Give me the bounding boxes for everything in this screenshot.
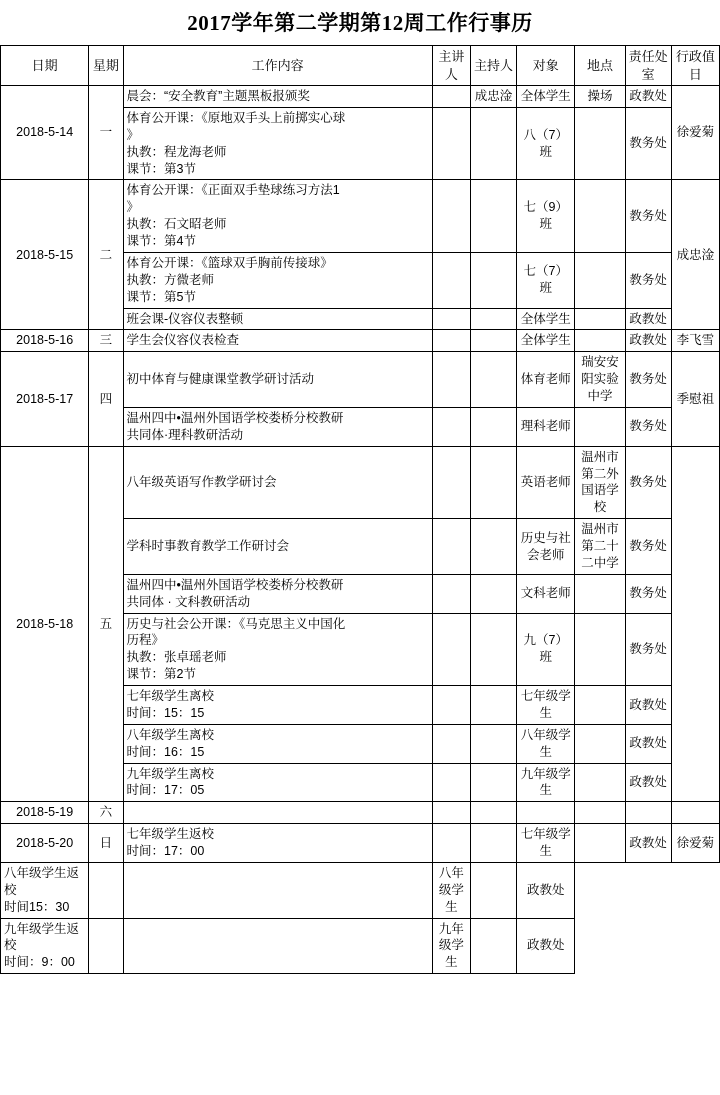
cell-department: 教务处 [625, 574, 671, 613]
cell-target: 九年级学生 [517, 763, 575, 802]
column-header-department: 责任处室 [625, 46, 671, 86]
column-header-content: 工作内容 [123, 46, 432, 86]
cell-target: 文科老师 [517, 574, 575, 613]
cell-target: 八年级学生 [432, 862, 470, 918]
cell-speaker [432, 308, 470, 330]
cell-work-content [123, 724, 432, 763]
table-row [1, 446, 720, 519]
cell-speaker [432, 252, 470, 308]
cell-target: 七年级学生 [517, 686, 575, 725]
cell-department: 政教处 [625, 763, 671, 802]
cell-target: 七年级学生 [517, 824, 575, 863]
cell-speaker [432, 824, 470, 863]
cell-place [470, 918, 516, 974]
cell-work-content [123, 802, 432, 824]
content-line: 学科时事教育教学工作研讨会 [126, 539, 290, 554]
cell-date: 2018-5-17 [1, 352, 89, 446]
table-header [1, 46, 720, 86]
cell-work-content [123, 574, 432, 613]
column-header-date: 日期 [1, 46, 89, 86]
column-header-duty: 行政值日 [671, 46, 719, 86]
content-line: 》 [126, 127, 140, 142]
table-row [1, 352, 720, 408]
page-title: 2017学年第二学期第12周工作行事历 [187, 11, 533, 35]
cell-place [575, 180, 625, 253]
cell-work-content [123, 446, 432, 519]
cell-host [470, 519, 516, 575]
cell-duty-officer: 季慰祖 [671, 352, 719, 446]
cell-target: 全体学生 [517, 86, 575, 108]
cell-speaker [432, 446, 470, 519]
content-line: 时间15：30 [4, 899, 70, 914]
cell-duty-officer [671, 802, 719, 824]
cell-place [575, 724, 625, 763]
column-header-week: 星期 [89, 46, 123, 86]
cell-work-content [123, 686, 432, 725]
cell-work-content [123, 308, 432, 330]
cell-place [575, 330, 625, 352]
cell-target: 历史与社会老师 [517, 519, 575, 575]
table-row [1, 802, 720, 824]
cell-weekday: 二 [89, 180, 123, 330]
cell-target: 理科老师 [517, 407, 575, 446]
cell-host [123, 862, 432, 918]
cell-date: 2018-5-20 [1, 824, 89, 863]
cell-work-content [123, 180, 432, 253]
content-line: 课节：第2节 [126, 667, 196, 682]
cell-department: 教务处 [625, 407, 671, 446]
cell-host [470, 763, 516, 802]
cell-department [625, 802, 671, 824]
cell-place: 瑞安安阳实验中学 [575, 352, 625, 408]
content-line: 执教：方微老师 [126, 272, 215, 287]
cell-date: 2018-5-14 [1, 86, 89, 180]
content-line: 时间：9：00 [4, 955, 75, 970]
cell-host [470, 180, 516, 253]
content-line: 共同体·理科教研活动 [126, 427, 244, 442]
cell-date: 2018-5-15 [1, 180, 89, 330]
cell-work-content [123, 407, 432, 446]
content-line: 时间：16：15 [126, 744, 205, 759]
cell-target: 全体学生 [517, 330, 575, 352]
cell-host [470, 724, 516, 763]
cell-speaker [432, 352, 470, 408]
table-row [1, 862, 720, 918]
cell-host [470, 613, 516, 686]
cell-department: 教务处 [625, 519, 671, 575]
table-row [1, 918, 720, 974]
cell-work-content [123, 613, 432, 686]
cell-place [575, 824, 625, 863]
cell-target: 全体学生 [517, 308, 575, 330]
cell-date: 2018-5-19 [1, 802, 89, 824]
cell-work-content [123, 252, 432, 308]
cell-department: 政教处 [625, 686, 671, 725]
cell-host [123, 918, 432, 974]
cell-target: 七（9）班 [517, 180, 575, 253]
content-line: 初中体育与健康课堂教学研讨活动 [126, 372, 315, 387]
cell-department: 政教处 [625, 824, 671, 863]
cell-speaker [432, 330, 470, 352]
cell-speaker [432, 180, 470, 253]
cell-date: 2018-5-18 [1, 446, 89, 802]
cell-speaker [89, 918, 123, 974]
content-line: 时间：15：15 [126, 705, 205, 720]
column-header-place: 地点 [575, 46, 625, 86]
content-line: 温州四中•温州外国语学校娄桥分校教研 [126, 577, 344, 592]
cell-host [470, 252, 516, 308]
cell-place [575, 252, 625, 308]
table-row [1, 86, 720, 108]
column-header-target: 对象 [517, 46, 575, 86]
table-body [1, 86, 720, 974]
work-calendar-table [0, 45, 720, 974]
cell-department: 教务处 [625, 446, 671, 519]
content-line: 体育公开课：《原地双手头上前掷实心球 [126, 110, 346, 125]
cell-host [470, 308, 516, 330]
content-line: 时间：17：00 [126, 844, 205, 859]
table-row [1, 180, 720, 253]
cell-weekday: 四 [89, 352, 123, 446]
content-line: 执教：张卓瑶老师 [126, 650, 227, 665]
cell-weekday: 六 [89, 802, 123, 824]
cell-weekday: 三 [89, 330, 123, 352]
content-line: 历史与社会公开课：《马克思主义中国化 [126, 616, 346, 631]
cell-speaker [432, 802, 470, 824]
cell-department: 教务处 [625, 352, 671, 408]
cell-work-content [123, 86, 432, 108]
cell-department: 教务处 [625, 252, 671, 308]
cell-target: 英语老师 [517, 446, 575, 519]
cell-place [575, 763, 625, 802]
cell-place [575, 613, 625, 686]
cell-speaker [432, 407, 470, 446]
cell-speaker [432, 724, 470, 763]
cell-target: 八年级学生 [517, 724, 575, 763]
content-line: 执教：程龙海老师 [126, 144, 227, 159]
cell-place [575, 107, 625, 180]
cell-place [575, 802, 625, 824]
cell-host [470, 802, 516, 824]
cell-duty-officer: 李飞雪 [671, 330, 719, 352]
content-line: 九年级学生返校 [4, 921, 80, 953]
content-line: 温州四中•温州外国语学校娄桥分校教研 [126, 410, 344, 425]
cell-place: 温州市第二外国语学校 [575, 446, 625, 519]
content-line: 共同体 · 文科教研活动 [126, 594, 251, 609]
cell-target: 九（7）班 [517, 613, 575, 686]
content-line: 八年级英语写作教学研讨会 [126, 475, 277, 490]
cell-speaker [432, 763, 470, 802]
cell-host: 成忠淦 [470, 86, 516, 108]
cell-host [470, 352, 516, 408]
cell-place: 温州市第二十二中学 [575, 519, 625, 575]
cell-target [517, 802, 575, 824]
cell-speaker [432, 107, 470, 180]
cell-host [470, 107, 516, 180]
content-line: 七年级学生返校 [126, 827, 215, 842]
cell-speaker [432, 86, 470, 108]
cell-duty-officer: 成忠淦 [671, 180, 719, 330]
content-line: 课节：第3节 [126, 161, 196, 176]
cell-department: 教务处 [625, 613, 671, 686]
cell-work-content [123, 330, 432, 352]
content-line: 班会课-仪容仪表整顿 [126, 311, 244, 326]
cell-place: 操场 [575, 86, 625, 108]
cell-target: 九年级学生 [432, 918, 470, 974]
cell-department: 教务处 [625, 180, 671, 253]
cell-target: 八（7）班 [517, 107, 575, 180]
cell-department: 教务处 [625, 107, 671, 180]
cell-work-content [1, 918, 89, 974]
cell-weekday: 五 [89, 446, 123, 802]
cell-target: 七（7）班 [517, 252, 575, 308]
cell-work-content [123, 107, 432, 180]
cell-place [575, 407, 625, 446]
cell-date: 2018-5-16 [1, 330, 89, 352]
cell-work-content [1, 862, 89, 918]
content-line: 学生会仪容仪表检查 [126, 333, 240, 348]
cell-place [575, 308, 625, 330]
table-row [1, 824, 720, 863]
cell-duty-officer: 徐爱菊 [671, 86, 719, 180]
cell-place [575, 686, 625, 725]
cell-host [470, 824, 516, 863]
cell-speaker [432, 686, 470, 725]
cell-target: 体育老师 [517, 352, 575, 408]
content-line: 九年级学生离校 [126, 766, 215, 781]
content-line: 执教：石文昭老师 [126, 217, 227, 232]
table-header-row [1, 46, 720, 86]
cell-host [470, 686, 516, 725]
cell-work-content [123, 352, 432, 408]
cell-department: 政教处 [517, 918, 575, 974]
cell-duty-officer: 徐爱菊 [671, 824, 719, 863]
cell-speaker [432, 574, 470, 613]
cell-department: 政教处 [625, 724, 671, 763]
cell-duty-officer [671, 446, 719, 802]
column-header-host: 主持人 [470, 46, 516, 86]
cell-speaker [89, 862, 123, 918]
content-line: 晨会：“安全教育”主题黑板报颁奖 [126, 89, 310, 104]
cell-host [470, 446, 516, 519]
cell-weekday: 一 [89, 86, 123, 180]
content-line: 课节：第5节 [126, 289, 196, 304]
column-header-speaker: 主讲人 [432, 46, 470, 86]
cell-host [470, 330, 516, 352]
cell-weekday: 日 [89, 824, 123, 863]
content-line: 八年级学生离校 [126, 727, 215, 742]
cell-department: 政教处 [625, 86, 671, 108]
content-line: 体育公开课：《篮球双手胸前传接球》 [126, 255, 333, 270]
cell-department: 政教处 [517, 862, 575, 918]
cell-work-content [123, 519, 432, 575]
cell-work-content [123, 824, 432, 863]
cell-host [470, 407, 516, 446]
cell-work-content [123, 763, 432, 802]
cell-department: 政教处 [625, 308, 671, 330]
cell-department: 政教处 [625, 330, 671, 352]
cell-place [470, 862, 516, 918]
content-line: 八年级学生返校 [4, 865, 80, 897]
content-line: 历程》 [126, 633, 165, 648]
cell-speaker [432, 613, 470, 686]
content-line: 体育公开课：《正面双手垫球练习方法1 [126, 183, 340, 198]
content-line: 七年级学生离校 [126, 689, 215, 704]
cell-host [470, 574, 516, 613]
cell-place [575, 574, 625, 613]
cell-speaker [432, 519, 470, 575]
content-line: 时间：17：05 [126, 783, 205, 798]
table-row [1, 330, 720, 352]
content-line: 课节：第4节 [126, 234, 196, 249]
content-line: 》 [126, 200, 140, 215]
